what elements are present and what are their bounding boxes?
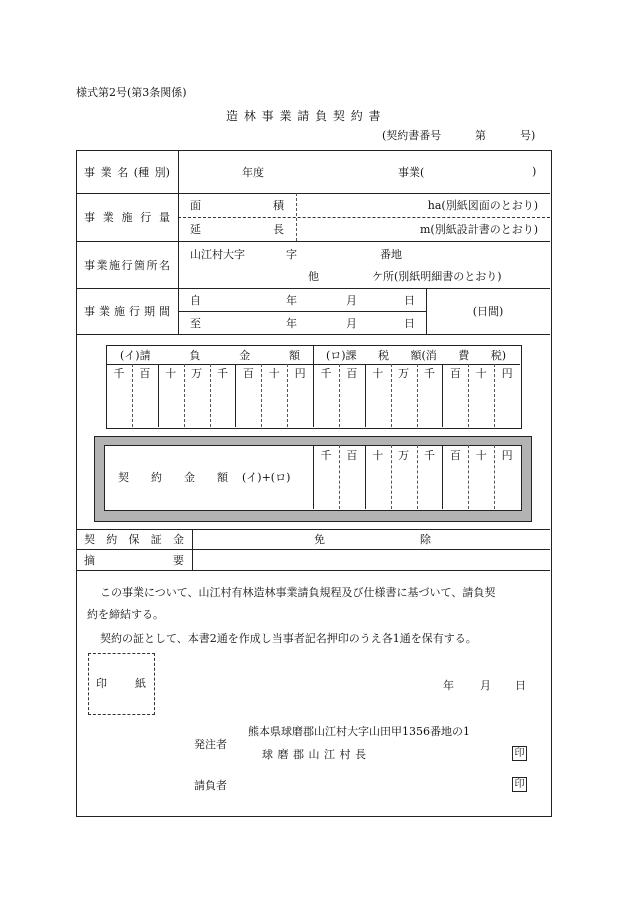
guarantee-value-2: 除 <box>420 533 431 546</box>
scale-label: 事 業 施 行 量 <box>84 211 170 224</box>
scale-column-divider <box>296 193 297 241</box>
amount-digit-label: 百 <box>139 367 151 380</box>
amount-digit-divider <box>468 364 469 427</box>
period-to-year: 年 <box>286 316 297 330</box>
total-digit-label: 円 <box>501 449 513 462</box>
contract-amount-header: (イ)請 負 金 額 <box>120 348 300 362</box>
period-to: 至 <box>190 316 201 330</box>
total-digit-label: 百 <box>449 449 461 462</box>
total-digit-divider <box>391 445 392 509</box>
contract-number-prefix: (契約書番号 <box>382 129 442 142</box>
body-paragraph-2: 契約の証として、本書2通を作成し当事者記名押印のうえ各1通を保有する。 <box>100 632 477 645</box>
orderer-address: 熊本県球磨郡山江村大字山田甲1356番地の1 <box>248 725 470 738</box>
length-value: m(別紙設計書のとおり) <box>419 223 538 236</box>
total-digit-divider <box>417 445 418 509</box>
amount-digit-label: 百 <box>242 367 254 380</box>
total-digit-divider <box>365 445 366 509</box>
period-to-month: 月 <box>346 316 357 330</box>
amount-digit-divider <box>261 364 262 427</box>
amount-digit-divider <box>442 364 443 427</box>
amount-digit-divider <box>339 364 340 427</box>
total-digit-divider <box>339 445 340 509</box>
total-digit-divider <box>494 445 495 509</box>
amount-table-split <box>313 345 314 427</box>
area-value: ha(別紙図面のとおり) <box>427 199 538 212</box>
length-label: 延 長 <box>190 223 284 236</box>
amount-digit-label: 円 <box>294 367 306 380</box>
amount-digit-label: 十 <box>475 367 487 380</box>
label-column-divider-lower <box>192 529 193 570</box>
location-oaza: 山江村大字 <box>190 248 245 261</box>
amount-digit-divider <box>210 364 211 427</box>
total-digit-label: 十 <box>372 449 384 462</box>
total-digit-divider <box>468 445 469 509</box>
period-days: (日間) <box>472 305 504 318</box>
amount-digit-divider <box>365 364 366 427</box>
contractor-label: 請負者 <box>194 779 227 792</box>
guarantee-value-1: 免 <box>314 533 325 546</box>
date-year: 年 <box>443 679 454 692</box>
orderer-seal-mark: 印 <box>512 746 527 761</box>
period-from-day: 日 <box>404 293 415 307</box>
amount-digit-divider <box>494 364 495 427</box>
total-digit-divider <box>442 445 443 509</box>
project-type-close: ) <box>532 165 537 178</box>
amount-digit-label: 万 <box>398 367 410 380</box>
date-month: 月 <box>480 679 491 692</box>
tax-amount-header: (ロ)課 税 額(消 費 税) <box>326 348 506 362</box>
form-number: 様式第2号(第3条関係) <box>76 86 187 99</box>
remarks-label: 摘 要 <box>84 553 184 567</box>
contract-number-dai: 第 <box>475 129 486 142</box>
label-column-divider <box>178 150 179 334</box>
period-from-month: 月 <box>346 293 357 307</box>
total-digit-label: 百 <box>346 449 358 462</box>
document-title: 造 林 事 業 請 負 契 約 書 <box>226 109 382 123</box>
amount-digit-label: 千 <box>320 367 332 380</box>
amount-digit-label: 千 <box>423 367 435 380</box>
location-count: ケ所(別紙明細書のとおり) <box>372 270 502 283</box>
orderer-name: 球 磨 郡 山 江 村 長 <box>262 748 367 761</box>
date-day: 日 <box>515 679 526 692</box>
period-from: 自 <box>190 293 201 307</box>
revenue-stamp-label: 印 紙 <box>96 677 146 690</box>
period-to-day: 日 <box>404 316 415 330</box>
amount-digit-label: 十 <box>165 367 177 380</box>
location-label: 事 業 施 行 箇 所 名 <box>84 258 170 272</box>
amount-digit-divider <box>132 364 133 427</box>
location-aza: 字 <box>286 248 297 261</box>
amount-digit-label: 円 <box>501 367 513 380</box>
project-year: 年度 <box>242 165 264 179</box>
period-from-year: 年 <box>286 293 297 307</box>
contractor-seal-mark: 印 <box>512 777 527 792</box>
period-sub-divider <box>178 311 426 312</box>
amount-digit-label: 万 <box>191 367 203 380</box>
amount-digit-label: 千 <box>113 367 125 380</box>
row-divider <box>76 570 550 571</box>
amount-digit-label: 十 <box>372 367 384 380</box>
amount-digit-divider <box>184 364 185 427</box>
amount-digit-label: 百 <box>346 367 358 380</box>
amount-digit-divider <box>235 364 236 427</box>
amount-digit-divider <box>417 364 418 427</box>
amount-digit-label: 千 <box>216 367 228 380</box>
project-type: 事業( <box>398 165 425 179</box>
guarantee-label: 契 約 保 証 金 <box>84 533 184 546</box>
total-digit-label: 十 <box>475 449 487 462</box>
amount-digit-label: 百 <box>449 367 461 380</box>
amount-digit-divider <box>287 364 288 427</box>
amount-digit-divider <box>391 364 392 427</box>
amount-digit-label: 十 <box>268 367 280 380</box>
row-divider <box>76 334 550 335</box>
total-digit-label: 千 <box>320 449 332 462</box>
total-amount-label: 契 約 金 額 (イ)+(ロ) <box>118 471 291 484</box>
period-label: 事 業 施 行 期 間 <box>84 305 170 318</box>
total-digit-label: 万 <box>398 449 410 462</box>
body-paragraph-1-line-1: この事業について、山江村有林造林事業請負規程及び仕様書に基づいて、請負契 <box>100 586 496 599</box>
contract-number-go: 号) <box>520 129 536 142</box>
body-paragraph-1-line-2: 約を締結する。 <box>87 608 164 621</box>
orderer-label: 発注者 <box>194 738 227 751</box>
project-name-label: 事 業 名 (種 別) <box>84 165 170 179</box>
location-other: 他 <box>308 270 319 283</box>
amount-digit-divider <box>158 364 159 427</box>
area-label: 面 積 <box>190 199 284 212</box>
location-banchi: 番地 <box>380 248 402 261</box>
total-digit-label: 千 <box>423 449 435 462</box>
